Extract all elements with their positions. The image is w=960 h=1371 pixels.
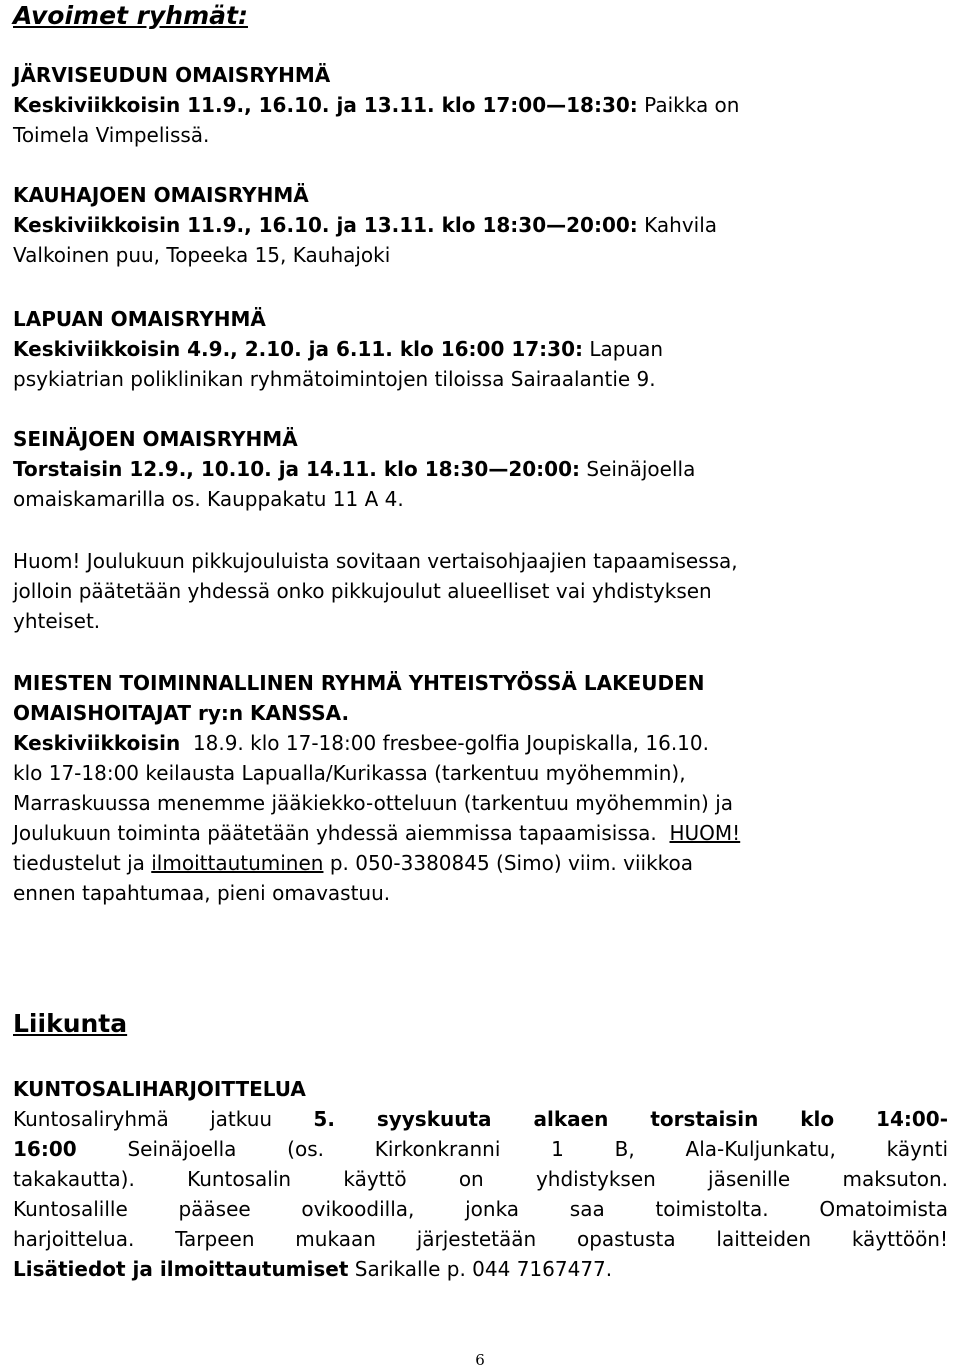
men-group xyxy=(13,668,948,908)
group-schedule xyxy=(13,210,948,240)
gym-text: Kuntosaliryhmä jatkuu xyxy=(13,1107,273,1131)
note-line: Huom! Joulukuun pikkujouluista sovitaan vertaisohjaajien tapaamisessa, xyxy=(13,549,738,573)
gym-section xyxy=(13,1074,948,1284)
note-line: jolloin päätetään yhdessä onko pikkujoulut alueelliset vai yhdistyksen xyxy=(13,579,712,603)
contact-line: ennen tapahtumaa, pieni omavastuu. xyxy=(13,881,391,905)
note-line: yhteiset. xyxy=(13,609,101,633)
group-schedule xyxy=(13,90,948,120)
schedule-line: klo 17-18:00 keilausta Lapualla/Kurikassa (tarkentuu myöhemmin), xyxy=(13,761,686,785)
kauhajoki-group xyxy=(13,180,948,270)
group-place: Paikka on xyxy=(637,93,740,117)
group-schedule xyxy=(13,334,948,364)
gym-line: takakautta). Kuntosalin käyttö on yhdistyksen jäsenille maksuton. xyxy=(13,1167,948,1191)
christmas-note xyxy=(13,546,948,636)
seinajoki-group xyxy=(13,424,948,514)
group-place: Kahvila xyxy=(637,213,718,237)
group-time: Keskiviikkoisin 4.9., 2.10. ja 6.11. klo 16:00 17:30: xyxy=(13,337,583,361)
schedule-text: 18.9. klo 17-18:00 fresbee-golfia Joupiskalla, 16.10. xyxy=(180,731,709,755)
group-place: Lapuan xyxy=(583,337,664,361)
contact-text: p. 050-3380845 (Simo) viim. viikkoa xyxy=(323,851,694,875)
group-title-continued: OMAISHOITAJAT ry:n KANSSA. xyxy=(13,701,350,725)
group-title: JÄRVISEUDUN OMAISRYHMÄ xyxy=(13,63,331,87)
gym-contact-line xyxy=(13,1254,948,1284)
gym-line xyxy=(13,1134,948,1164)
schedule-text: Joulukuun toiminta päätetään yhdessä aiemmissa tapaamisissa. xyxy=(13,821,657,845)
group-place-continued: omaiskamarilla os. Kauppakatu 11 A 4. xyxy=(13,487,404,511)
gym-time: 16:00 xyxy=(13,1137,77,1161)
group-title: SEINÄJOEN OMAISRYHMÄ xyxy=(13,427,298,451)
page-number: 6 xyxy=(475,1351,485,1369)
group-place: Seinäjoella xyxy=(580,457,696,481)
group-time: Keskiviikkoisin 11.9., 16.10. ja 13.11. klo 17:00—18:30: xyxy=(13,93,638,117)
gym-title: KUNTOSALIHARJOITTELUA xyxy=(13,1077,306,1101)
jarviseutu-group xyxy=(13,60,948,150)
gym-contact-label: Lisätiedot ja ilmoittautumiset xyxy=(13,1257,349,1281)
gym-contact-text: Sarikalle p. 044 7167477. xyxy=(348,1257,613,1281)
group-place-continued: Toimela Vimpelissä. xyxy=(13,123,210,147)
group-title: LAPUAN OMAISRYHMÄ xyxy=(13,307,266,331)
group-time: Keskiviikkoisin 11.9., 16.10. ja 13.11. klo 18:30—20:00: xyxy=(13,213,638,237)
group-place-continued: psykiatrian poliklinikan ryhmätoimintojen tiloissa Sairaalantie 9. xyxy=(13,367,656,391)
registration-text: ilmoittautuminen xyxy=(151,851,324,875)
group-time: Torstaisin 12.9., 10.10. ja 14.11. klo 18:30—20:00: xyxy=(13,457,581,481)
gym-time: 5. syyskuuta alkaen torstaisin klo 14:00- xyxy=(313,1107,948,1131)
schedule-line: Marraskuussa menemme jääkiekko-otteluun (tarkentuu myöhemmin) ja xyxy=(13,791,733,815)
gym-text: Seinäjoella (os. Kirkonkranni 1 B, Ala-Kuljunkatu, käynti xyxy=(127,1137,949,1161)
group-schedule xyxy=(13,454,948,484)
group-place-continued: Valkoinen puu, Topeeka 15, Kauhajoki xyxy=(13,243,391,267)
lapua-group xyxy=(13,304,948,394)
sport-heading: Liikunta xyxy=(13,1009,128,1038)
schedule-line xyxy=(13,818,948,848)
gym-line: Kuntosalille pääsee ovikoodilla, jonka saa toimistolta. Omatoimista xyxy=(13,1197,948,1221)
group-title: KAUHAJOEN OMAISRYHMÄ xyxy=(13,183,309,207)
open-groups-heading: Avoimet ryhmät: xyxy=(13,1,248,30)
contact-text: tiedustelut ja xyxy=(13,851,152,875)
gym-line: harjoittelua. Tarpeen mukaan järjestetään opastusta laitteiden käyttöön! xyxy=(13,1227,948,1251)
group-title: MIESTEN TOIMINNALLINEN RYHMÄ YHTEISTYÖSSÄ LAKEUDEN xyxy=(13,671,705,695)
huom-text: HUOM! xyxy=(669,821,741,845)
contact-line xyxy=(13,848,948,878)
group-schedule xyxy=(13,728,948,758)
gym-line xyxy=(13,1104,948,1134)
group-day: Keskiviikkoisin xyxy=(13,731,181,755)
